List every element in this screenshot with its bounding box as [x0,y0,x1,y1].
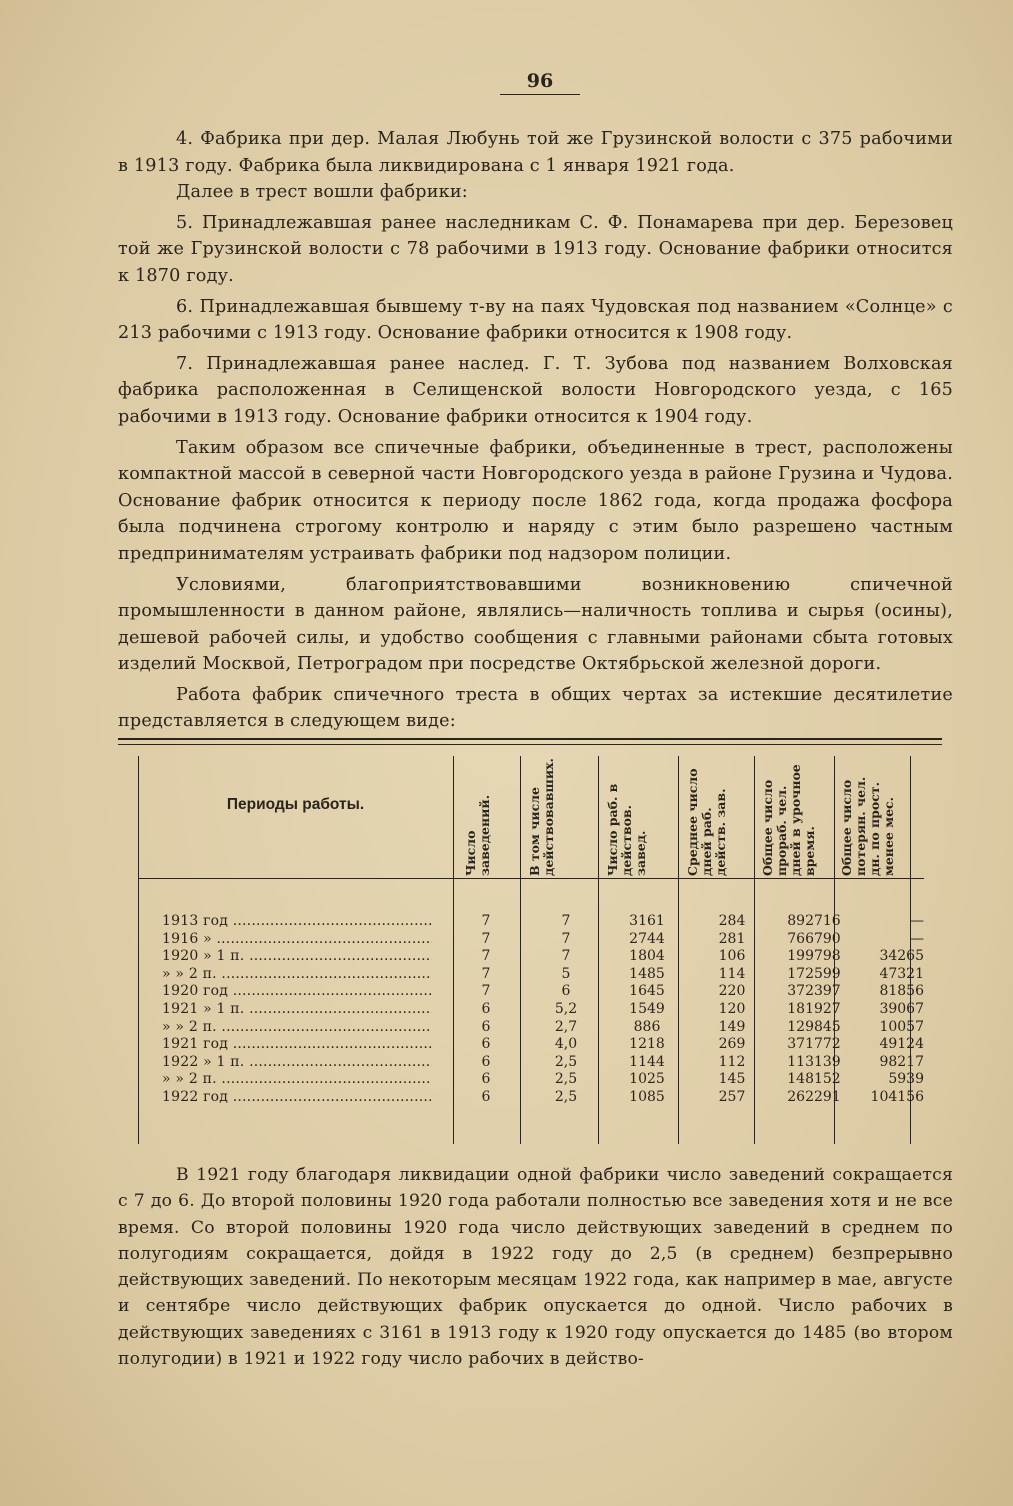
table-cell: 6 [561,983,571,1000]
period-label: 1920 » 1 п. ..... [162,948,432,966]
table-cell: 114 [718,965,746,982]
table-row [162,1054,942,1072]
period-column-header: Периоды работы. [226,796,365,813]
table-cell: 148152 [787,1071,841,1088]
table-cell: 1144 [629,1053,665,1070]
table-body [162,913,942,1107]
column-header: Число раб. в действов. завед. [605,783,648,876]
table-cell: 104156 [870,1088,924,1105]
table-cell: — [910,913,924,929]
body-text-top [118,126,953,735]
header-rule [138,878,924,879]
paragraph: 4. Фабрика при дер. Малая Любунь той же Грузинской волости с 375 рабочими в 1913 году. Фабрика была ликвидирована с 1 января 1921 года. [118,129,953,176]
table-cell: 199798 [787,948,841,965]
table-rule [118,738,942,740]
table-row [162,1089,942,1107]
table-cell: 2,5 [554,1088,578,1105]
table-cell: 7 [481,930,491,947]
paragraph: В 1921 году благодаря ликвидации одной фабрики число заведений сокращается с 7 до 6. До второй половины 1920 года работали полностью все заведения хотя и не все время. Со второй половины 1920 года число действующих заведений в среднем по полугодиям сокращается, дойдя в 1922 году до 2,5 (в среднем) безпрерывно действующих заведений. По некоторым месяцам 1922 года, как например в мае, августе и сентябре число действующих фабрик опускается до одной. Число рабочих в действующих заведениях с 3161 в 1913 году к 1920 году опускается до 1485 (во втором полугодии) в 1921 и 1922 году число рабочих в действо- [118,1165,953,1370]
table-row [162,983,942,1001]
table-cell: 145 [718,1071,746,1088]
table-cell: 81856 [879,983,924,1000]
table-cell: 6 [481,1036,491,1053]
table-cell: 39067 [879,1000,924,1017]
period-label: » » 2 п. ..... [162,1019,432,1037]
column-header: В том числе действовавших. [527,758,556,876]
table-row [162,913,942,931]
table-cell: 1218 [629,1036,665,1053]
column-header: Среднее число дней раб. действ. зав. [685,768,728,876]
column-header: Общее число прораб. чел. дней в урочное время. [760,764,817,876]
paragraph: 7. Принадлежавшая ранее наслед. Г. Т. Зубова под названием Волховская фабрика расположенная в Селищенской волости Новгородского уезда, с 165 рабочими в 1913 году. Основание фабрики относится к 1904 году. [118,353,953,427]
column-divider [138,756,139,1144]
table-cell: 5939 [888,1071,924,1088]
table-cell: 5,2 [554,1000,578,1017]
table-cell: 257 [718,1088,746,1105]
period-label: » » 2 п. ..... [162,1071,432,1089]
table-cell: 1645 [629,983,665,1000]
statistics-table [118,738,942,1150]
table-cell: 371772 [787,1036,841,1053]
table-cell: 112 [718,1053,746,1070]
table-cell: 34265 [879,948,924,965]
table-row [162,1001,942,1019]
table-cell: 7 [481,948,491,965]
table-cell: 129845 [787,1018,841,1035]
table-cell: 7 [561,930,571,947]
table-cell: 372397 [787,983,841,1000]
table-row [162,1019,942,1037]
table-cell: 7 [481,965,491,982]
page-number: 96 [500,70,580,95]
table-cell: 269 [718,1036,746,1053]
table-cell: 892716 [787,913,841,929]
table-cell: 7 [561,948,571,965]
table-cell: 172599 [787,965,841,982]
table-row [162,948,942,966]
table-cell: 262291 [787,1088,841,1105]
table-cell: 7 [561,913,571,929]
table-cell: — [910,930,924,947]
period-label: 1913 год ..... [162,913,432,931]
table-cell: 1025 [629,1071,665,1088]
table-cell: 1485 [629,965,665,982]
table-cell: 766790 [787,930,841,947]
table-cell: 6 [481,1088,491,1105]
table-cell: 5 [561,965,571,982]
table-rule [118,744,942,745]
period-label: 1921 год ..... [162,1036,432,1054]
table-cell: 2,7 [554,1018,578,1035]
paragraph: 6. Принадлежавшая бывшему т-ву на паях Чудовская под названием «Солнце» с 213 рабочими с 1913 году. Основание фабрики относится к 1908 году. [118,296,953,344]
table-cell: 113139 [787,1053,841,1070]
table-cell: 6 [481,1018,491,1035]
paragraph: Таким образом все спичечные фабрики, объединенные в трест, расположены компактной массой в северной части Новгородского уезда в районе Грузина и Чудова. Основание фабрик относится к периоду после 1862 года, когда продажа фосфора была подчинена строгому контролю и наряду с этим было разрешено частным предпринимателям устраивать фабрики под надзором полиции. [118,437,953,564]
table-cell: 98217 [879,1053,924,1070]
table-cell: 106 [718,948,746,965]
paragraph: Далее в трест вошли фабрики: [176,182,468,203]
table-cell: 1549 [629,1000,665,1017]
column-header: Общее число потерян. чел. дн. по прост. менее мес. [839,776,896,876]
period-label: 1922 » 1 п. ..... [162,1054,432,1072]
period-label: » » 2 п. ..... [162,966,432,984]
paragraph: Условиями, благоприятствовавшими возникновению спичечной промышленности в данном районе, являлись—наличность топлива и сырья (осины), дешевой рабочей силы, и удобство сообщения с главными районами сбыта готовых изделий Москвой, Петроградом при посредстве Октябрьской железной дороги. [118,574,953,675]
table-row [162,1071,942,1089]
period-label: 1922 год ..... [162,1089,432,1107]
table-cell: 1085 [629,1088,665,1105]
table-row [162,966,942,984]
table-row [162,931,942,949]
table-cell: 220 [718,983,746,1000]
table-cell: 886 [633,1018,661,1035]
table-cell: 7 [481,983,491,1000]
table-cell: 7 [481,913,491,929]
table-cell: 284 [718,913,746,929]
table-cell: 47321 [879,965,924,982]
table-row [162,1036,942,1054]
column-header: Число заведений. [463,794,492,876]
table-cell: 6 [481,1000,491,1017]
paragraph: 5. Принадлежавшая ранее наследникам С. Ф. Понамарева при дер. Березовец той же Грузинской волости с 78 рабочими в 1913 году. Основание фабрики относится к 1870 году. [118,212,953,286]
table-cell: 281 [718,930,746,947]
table-cell: 3161 [629,913,665,929]
table-cell: 2,5 [554,1053,578,1070]
table-cell: 49124 [879,1036,924,1053]
table-cell: 120 [718,1000,746,1017]
table-cell: 10057 [879,1018,924,1035]
table-cell: 181927 [787,1000,841,1017]
body-text-bottom [118,1162,953,1372]
table-cell: 1804 [629,948,665,965]
table-cell: 2744 [629,930,665,947]
table-cell: 6 [481,1053,491,1070]
period-label: 1921 » 1 п. ..... [162,1001,432,1019]
paragraph: Работа фабрик спичечного треста в общих чертах за истекшие десятилетие представляется в следующем виде: [118,684,953,732]
period-label: 1916 » ..... [162,931,432,949]
period-label: 1920 год ..... [162,983,432,1001]
table-cell: 2,5 [554,1071,578,1088]
table-cell: 149 [718,1018,746,1035]
table-cell: 6 [481,1071,491,1088]
table-cell: 4,0 [554,1036,578,1053]
